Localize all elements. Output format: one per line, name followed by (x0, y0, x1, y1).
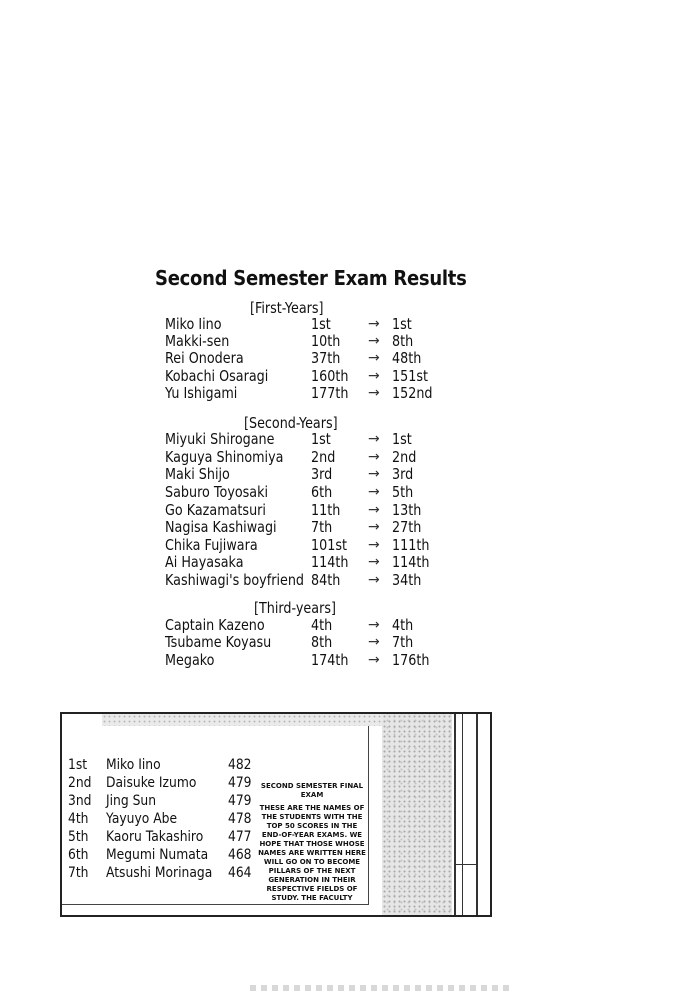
new-rank: 27th (392, 518, 422, 536)
previous-rank: 177th (311, 384, 349, 402)
rank-row (165, 385, 445, 402)
board-rank: 3nd (68, 793, 92, 809)
board-rank: 5th (68, 829, 89, 845)
new-rank: 48th (392, 349, 422, 367)
board-rank: 2nd (68, 775, 92, 791)
board-rank: 1st (68, 757, 88, 773)
window-frame (454, 714, 456, 915)
new-rank: 5th (392, 483, 414, 501)
faculty-notice (256, 782, 368, 903)
board-name: Atsushi Morinaga (106, 865, 213, 881)
student-name: Go Kazamatsuri (165, 501, 266, 519)
previous-rank: 8th (311, 633, 333, 651)
new-rank: 8th (392, 332, 414, 350)
previous-rank: 160th (311, 367, 349, 385)
board-score: 479 (228, 775, 252, 791)
student-name: Maki Shijo (165, 465, 230, 483)
student-name: Kashiwagi's boyfriend (165, 571, 305, 589)
board-name: Jing Sun (106, 793, 157, 809)
group-header-second-years: [Second-Years] (244, 414, 338, 432)
new-rank: 2nd (392, 448, 417, 466)
previous-rank: 114th (311, 553, 349, 571)
previous-rank: 10th (311, 332, 341, 350)
student-name: Megako (165, 651, 215, 669)
new-rank: 34th (392, 571, 422, 589)
board-score: 464 (228, 865, 252, 881)
arrow-icon: → (368, 333, 380, 349)
notice-body: THESE ARE THE NAMES OF THE STUDENTS WITH THE TOP 50 SCORES IN THE END-OF-YEAR EXAMS. WE HOPE THAT THOSE WHOSE NAMES ARE WRITTEN HERE WILL GO ON TO BECOME PILLARS OF THE NEXT GENERATION IN THEIR RESPECTIVE FIELDS OF STUDY. THE FACULTY (258, 804, 366, 902)
window-frame (476, 714, 478, 915)
board-rank: 4th (68, 811, 89, 827)
arrow-icon: → (368, 572, 380, 588)
board-name: Yayuyo Abe (106, 811, 178, 827)
previous-rank: 101st (311, 536, 347, 554)
student-name: Miko Iino (165, 315, 222, 333)
arrow-icon: → (368, 368, 380, 384)
board-row (68, 792, 258, 810)
student-name: Kobachi Osaragi (165, 367, 269, 385)
student-name: Makki-sen (165, 332, 230, 350)
previous-rank: 7th (311, 518, 333, 536)
window-frame (456, 864, 478, 865)
student-name: Miyuki Shirogane (165, 430, 275, 448)
student-name: Nagisa Kashiwagi (165, 518, 277, 536)
arrow-icon: → (368, 537, 380, 553)
new-rank: 7th (392, 633, 414, 651)
rank-row (165, 634, 445, 651)
student-name: Chika Fujiwara (165, 536, 258, 554)
board-row (68, 846, 258, 864)
window-frame (462, 714, 463, 915)
new-rank: 152nd (392, 384, 433, 402)
previous-rank: 1st (311, 315, 331, 333)
board-name: Daisuke Izumo (106, 775, 197, 791)
board-name: Megumi Numata (106, 847, 209, 863)
new-rank: 3rd (392, 465, 414, 483)
arrow-icon: → (368, 519, 380, 535)
board-rank: 7th (68, 865, 89, 881)
arrow-icon: → (368, 316, 380, 332)
previous-rank: 84th (311, 571, 341, 589)
previous-rank: 2nd (311, 448, 336, 466)
board-name: Kaoru Takashiro (106, 829, 204, 845)
arrow-icon: → (368, 449, 380, 465)
previous-rank: 3rd (311, 465, 333, 483)
arrow-icon: → (368, 385, 380, 401)
ranking-board-panel (60, 712, 492, 917)
rank-row (165, 502, 445, 519)
results-title: Second Semester Exam Results (155, 266, 467, 290)
wall-texture (382, 714, 452, 915)
new-rank: 4th (392, 616, 414, 634)
arrow-icon: → (368, 554, 380, 570)
rank-row (165, 537, 445, 554)
new-rank: 151st (392, 367, 428, 385)
arrow-icon: → (368, 350, 380, 366)
rank-row (165, 519, 445, 536)
board-score: 478 (228, 811, 252, 827)
previous-rank: 6th (311, 483, 333, 501)
notice-heading: SECOND SEMESTER FINAL EXAM (260, 782, 364, 799)
rank-row (165, 617, 445, 634)
previous-rank: 4th (311, 616, 333, 634)
arrow-icon: → (368, 617, 380, 633)
board-name: Miko Iino (106, 757, 161, 773)
new-rank: 13th (392, 501, 422, 519)
arrow-icon: → (368, 502, 380, 518)
arrow-icon: → (368, 652, 380, 668)
board-rank: 6th (68, 847, 89, 863)
group-header-first-years: [First-Years] (250, 299, 324, 317)
board-row (68, 810, 258, 828)
student-name: Captain Kazeno (165, 616, 265, 634)
previous-rank: 11th (311, 501, 341, 519)
wall-texture (102, 714, 382, 726)
board-row (68, 864, 258, 882)
new-rank: 114th (392, 553, 430, 571)
new-rank: 1st (392, 315, 412, 333)
board-score: 468 (228, 847, 252, 863)
new-rank: 111th (392, 536, 430, 554)
arrow-icon: → (368, 634, 380, 650)
group-header-third-years: [Third-years] (254, 599, 336, 617)
previous-rank: 1st (311, 430, 331, 448)
new-rank: 1st (392, 430, 412, 448)
student-name: Kaguya Shinomiya (165, 448, 284, 466)
page-edge-marks (250, 985, 510, 991)
rank-row (165, 554, 445, 571)
board-score: 479 (228, 793, 252, 809)
board-row (68, 774, 258, 792)
student-name: Yu Ishigami (165, 384, 238, 402)
student-name: Ai Hayasaka (165, 553, 244, 571)
rank-row (165, 449, 445, 466)
rank-row (165, 431, 445, 448)
arrow-icon: → (368, 431, 380, 447)
student-name: Saburo Toyosaki (165, 483, 269, 501)
board-score: 477 (228, 829, 252, 845)
previous-rank: 37th (311, 349, 341, 367)
rank-row (165, 484, 445, 501)
student-name: Rei Onodera (165, 349, 244, 367)
rank-row (165, 466, 445, 483)
rank-row (165, 652, 445, 669)
rank-row (165, 368, 445, 385)
rank-row (165, 350, 445, 367)
new-rank: 176th (392, 651, 430, 669)
previous-rank: 174th (311, 651, 349, 669)
arrow-icon: → (368, 484, 380, 500)
rank-row (165, 572, 445, 589)
rank-row (165, 316, 445, 333)
arrow-icon: → (368, 466, 380, 482)
student-name: Tsubame Koyasu (165, 633, 272, 651)
board-row (68, 756, 258, 774)
board-row (68, 828, 258, 846)
rank-row (165, 333, 445, 350)
board-score: 482 (228, 757, 252, 773)
ranking-board (62, 726, 369, 905)
